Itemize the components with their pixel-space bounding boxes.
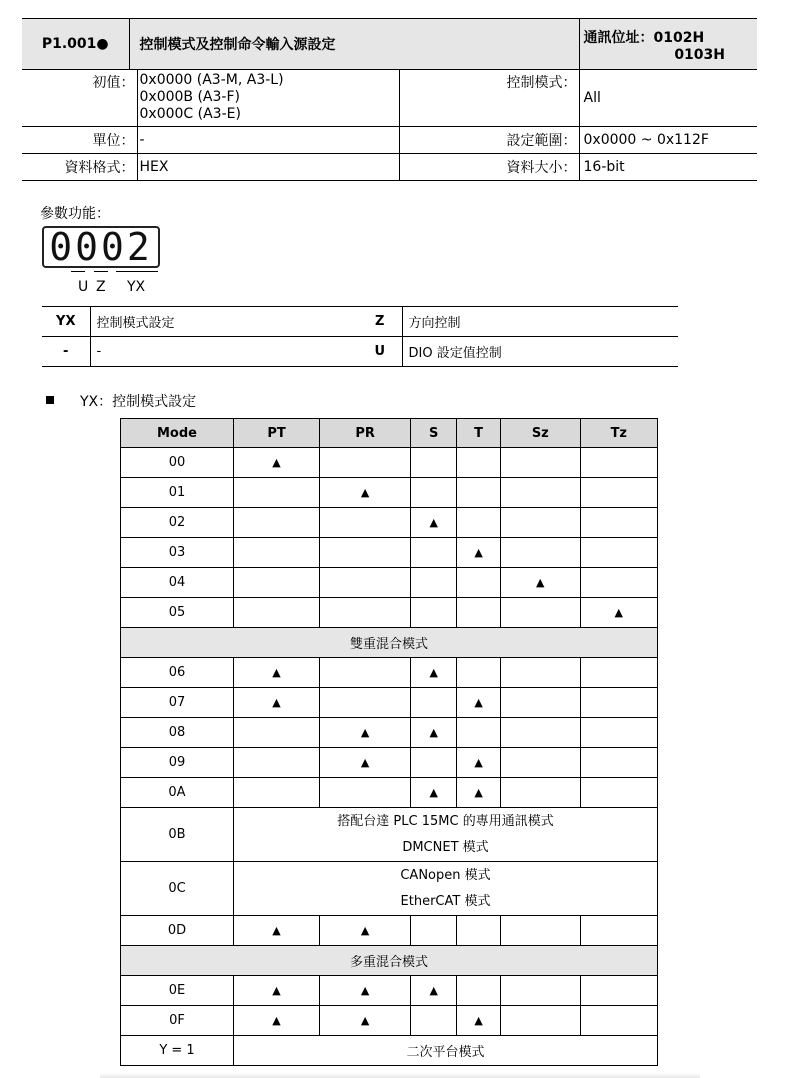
mode-cell <box>580 568 657 598</box>
mode-cell <box>320 448 411 478</box>
mode-cell <box>501 478 581 508</box>
table-row <box>121 538 658 568</box>
yx-heading-text: YX：控制模式設定 <box>80 394 197 410</box>
mode-cell <box>411 778 457 808</box>
table-row <box>121 916 658 946</box>
mode-cell <box>501 778 581 808</box>
table-row <box>121 568 658 598</box>
range-label: 設定範圍： <box>399 127 579 154</box>
mode-cell <box>457 448 501 478</box>
mode-cell <box>234 916 320 946</box>
mode-cell <box>501 658 581 688</box>
mode-cell <box>580 718 657 748</box>
mode-cell <box>457 598 501 628</box>
initial-value-1: 0x0000 (A3-M, A3-L) <box>139 72 284 88</box>
mode-cell <box>580 688 657 718</box>
mode-cell <box>411 538 457 568</box>
triangle-mark-icon: ▲ <box>360 924 370 937</box>
mode-cell <box>320 748 411 778</box>
description-line: 二次平台模式 <box>406 1045 485 1060</box>
control-mode-value: All <box>579 70 757 127</box>
table-row <box>121 976 658 1006</box>
mode-cell <box>411 1006 457 1036</box>
mode-cell <box>234 508 320 538</box>
mode-cell <box>320 688 411 718</box>
mode-cell <box>580 916 657 946</box>
mode-cell <box>580 778 657 808</box>
mode-code: 0F <box>121 1006 234 1036</box>
mode-cell <box>234 688 320 718</box>
mode-cell <box>457 748 501 778</box>
triangle-mark-icon: ▲ <box>474 1014 483 1027</box>
triangle-mark-icon: ▲ <box>429 666 438 679</box>
mode-cell <box>320 478 411 508</box>
description-line: 搭配台達 PLC 15MC 的專用通訊模式 <box>337 813 554 829</box>
initial-value-label: 初值： <box>22 70 137 127</box>
table-row <box>121 778 658 808</box>
size-label: 資料大小： <box>399 154 579 181</box>
table-cell: YX <box>42 307 90 337</box>
mode-cell <box>320 598 411 628</box>
mode-cell <box>234 478 320 508</box>
mode-cell <box>457 718 501 748</box>
table-row <box>121 598 658 628</box>
digit-label-z: Z <box>96 279 106 295</box>
description-line: DMCNET 模式 <box>402 839 489 855</box>
unit-value: - <box>137 127 399 154</box>
mode-cell <box>501 568 581 598</box>
mode-cell <box>457 478 501 508</box>
parameter-title: 控制模式及控制命令輸入源設定 <box>129 19 579 70</box>
mode-cell <box>234 718 320 748</box>
table-cell: - <box>42 337 90 367</box>
mode-cell <box>234 448 320 478</box>
mode-cell <box>320 568 411 598</box>
triangle-mark-icon: ▲ <box>429 726 438 739</box>
u-underline <box>71 271 85 272</box>
triangle-mark-icon: ▲ <box>272 666 281 679</box>
mode-code: 0A <box>121 778 234 808</box>
mode-cell <box>580 658 657 688</box>
mode-cell <box>411 598 457 628</box>
mode-code: 07 <box>121 688 234 718</box>
mode-cell <box>411 916 457 946</box>
mode-cell <box>411 448 457 478</box>
table-cell: 控制模式設定 <box>90 307 358 337</box>
mode-code: 05 <box>121 598 234 628</box>
table-row <box>121 718 658 748</box>
comm-address-label: 通訊位址： <box>583 30 654 46</box>
mode-cell <box>457 778 501 808</box>
column-header: Sz <box>501 419 581 448</box>
bullet-square-icon <box>46 396 54 404</box>
column-header: PT <box>234 419 320 448</box>
band-label: 多重混合模式 <box>121 946 658 976</box>
triangle-mark-icon: ▲ <box>536 576 545 589</box>
table-row <box>121 862 658 916</box>
mode-cell <box>457 916 501 946</box>
mode-cell <box>411 976 457 1006</box>
mode-code: 02 <box>121 508 234 538</box>
comm-address <box>579 19 757 70</box>
column-header: Mode <box>121 419 234 448</box>
mode-cell <box>501 688 581 718</box>
mode-cell <box>320 976 411 1006</box>
mode-cell <box>234 598 320 628</box>
column-header: S <box>411 419 457 448</box>
mode-cell <box>320 718 411 748</box>
yx-underline <box>116 271 158 272</box>
mode-cell <box>411 508 457 538</box>
triangle-mark-icon: ▲ <box>474 546 483 559</box>
mode-cell <box>501 718 581 748</box>
mode-cell <box>320 778 411 808</box>
table-cell: Z <box>358 307 402 337</box>
mode-cell <box>234 538 320 568</box>
size-value: 16-bit <box>579 154 757 181</box>
mode-cell <box>320 916 411 946</box>
parameter-id: P1.001● <box>22 19 129 70</box>
table-row <box>121 688 658 718</box>
column-header: T <box>457 419 501 448</box>
table-row <box>121 1006 658 1036</box>
mode-cell <box>580 1006 657 1036</box>
column-header: PR <box>320 419 411 448</box>
function-label: 參數功能： <box>40 206 110 222</box>
mode-cell <box>234 1006 320 1036</box>
mode-cell <box>580 478 657 508</box>
parameter-header-table <box>22 18 757 181</box>
triangle-mark-icon: ▲ <box>272 696 281 709</box>
mode-cell <box>234 748 320 778</box>
mode-code: 01 <box>121 478 234 508</box>
triangle-mark-icon: ▲ <box>474 786 483 799</box>
triangle-mark-icon: ▲ <box>272 984 281 997</box>
mode-cell <box>501 598 581 628</box>
page-cut-edge <box>100 1073 700 1078</box>
mode-cell <box>457 568 501 598</box>
control-mode-label: 控制模式： <box>399 70 579 127</box>
mode-cell <box>411 478 457 508</box>
triangle-mark-icon: ▲ <box>360 984 370 997</box>
mode-cell <box>501 976 581 1006</box>
triangle-mark-icon: ▲ <box>272 1014 281 1027</box>
mode-cell <box>457 1006 501 1036</box>
initial-value-2: 0x000B (A3-F) <box>139 89 240 105</box>
comm-address-1: 0102H <box>653 30 705 46</box>
triangle-mark-icon: ▲ <box>360 726 370 739</box>
mode-description <box>234 1036 658 1066</box>
dual-mode-band <box>121 628 658 658</box>
column-header: Tz <box>580 419 657 448</box>
mode-code: Y = 1 <box>121 1036 234 1066</box>
digit-function-table <box>42 306 678 367</box>
comm-address-2: 0103H <box>674 47 725 63</box>
mode-cell <box>411 718 457 748</box>
table-cell: U <box>358 337 402 367</box>
yx-heading <box>46 391 196 411</box>
mode-cell <box>457 688 501 718</box>
mode-code: 0C <box>121 862 234 916</box>
mode-cell <box>234 778 320 808</box>
mode-cell <box>320 658 411 688</box>
mode-cell <box>457 658 501 688</box>
mode-cell <box>580 448 657 478</box>
initial-values <box>137 70 399 127</box>
triangle-mark-icon: ▲ <box>474 756 483 769</box>
mode-code: 0D <box>121 916 234 946</box>
mode-table <box>120 418 658 1066</box>
table-row <box>121 1036 658 1066</box>
mode-cell <box>457 538 501 568</box>
table-row <box>121 478 658 508</box>
table-row <box>121 658 658 688</box>
mode-cell <box>501 748 581 778</box>
mode-cell <box>501 1006 581 1036</box>
triangle-mark-icon: ▲ <box>360 1014 370 1027</box>
mode-cell <box>501 448 581 478</box>
digit-label-yx: YX <box>127 279 146 295</box>
triangle-mark-icon: ▲ <box>429 984 438 997</box>
mode-cell <box>411 658 457 688</box>
mode-code: 08 <box>121 718 234 748</box>
mode-cell <box>234 568 320 598</box>
triangle-mark-icon: ▲ <box>272 456 281 469</box>
mode-description <box>234 862 658 916</box>
format-value: HEX <box>137 154 399 181</box>
table-row <box>121 448 658 478</box>
range-value: 0x0000 ~ 0x112F <box>579 127 757 154</box>
triangle-mark-icon: ▲ <box>429 516 438 529</box>
table-row <box>121 808 658 862</box>
table-cell: - <box>90 337 358 367</box>
mode-cell <box>580 748 657 778</box>
triangle-mark-icon: ▲ <box>614 606 624 619</box>
mode-code: 04 <box>121 568 234 598</box>
mode-description <box>234 808 658 862</box>
mode-cell <box>320 538 411 568</box>
format-label: 資料格式： <box>22 154 137 181</box>
description-line: EtherCAT 模式 <box>400 893 491 909</box>
mode-cell <box>501 508 581 538</box>
mode-cell <box>580 508 657 538</box>
mode-cell <box>320 508 411 538</box>
mode-code: 03 <box>121 538 234 568</box>
mode-cell <box>501 916 581 946</box>
mode-code: 00 <box>121 448 234 478</box>
mode-cell <box>580 598 657 628</box>
mode-code: 09 <box>121 748 234 778</box>
table-cell: DIO 設定值控制 <box>402 337 678 367</box>
mode-cell <box>234 658 320 688</box>
mode-cell <box>580 538 657 568</box>
triangle-mark-icon: ▲ <box>360 486 370 499</box>
mode-cell <box>411 748 457 778</box>
triangle-mark-icon: ▲ <box>360 756 370 769</box>
initial-value-3: 0x000C (A3-E) <box>139 106 241 122</box>
digit-label-u: U <box>78 279 89 295</box>
mode-cell <box>411 688 457 718</box>
multi-mode-band <box>121 946 658 976</box>
triangle-mark-icon: ▲ <box>429 786 438 799</box>
mode-code: 0B <box>121 808 234 862</box>
mode-cell <box>411 568 457 598</box>
band-label: 雙重混合模式 <box>121 628 658 658</box>
table-row <box>121 508 658 538</box>
triangle-mark-icon: ▲ <box>272 924 281 937</box>
mode-cell <box>234 976 320 1006</box>
mode-code: 06 <box>121 658 234 688</box>
unit-label: 單位： <box>22 127 137 154</box>
mode-cell <box>457 508 501 538</box>
mode-cell <box>501 538 581 568</box>
description-line: CANopen 模式 <box>400 867 491 883</box>
table-cell: 方向控制 <box>402 307 678 337</box>
mode-cell <box>580 976 657 1006</box>
mode-cell <box>457 976 501 1006</box>
z-underline <box>94 271 108 272</box>
triangle-mark-icon: ▲ <box>474 696 483 709</box>
table-row <box>121 748 658 778</box>
mode-code: 0E <box>121 976 234 1006</box>
mode-cell <box>320 1006 411 1036</box>
seven-segment-display: 0002 <box>42 226 160 268</box>
